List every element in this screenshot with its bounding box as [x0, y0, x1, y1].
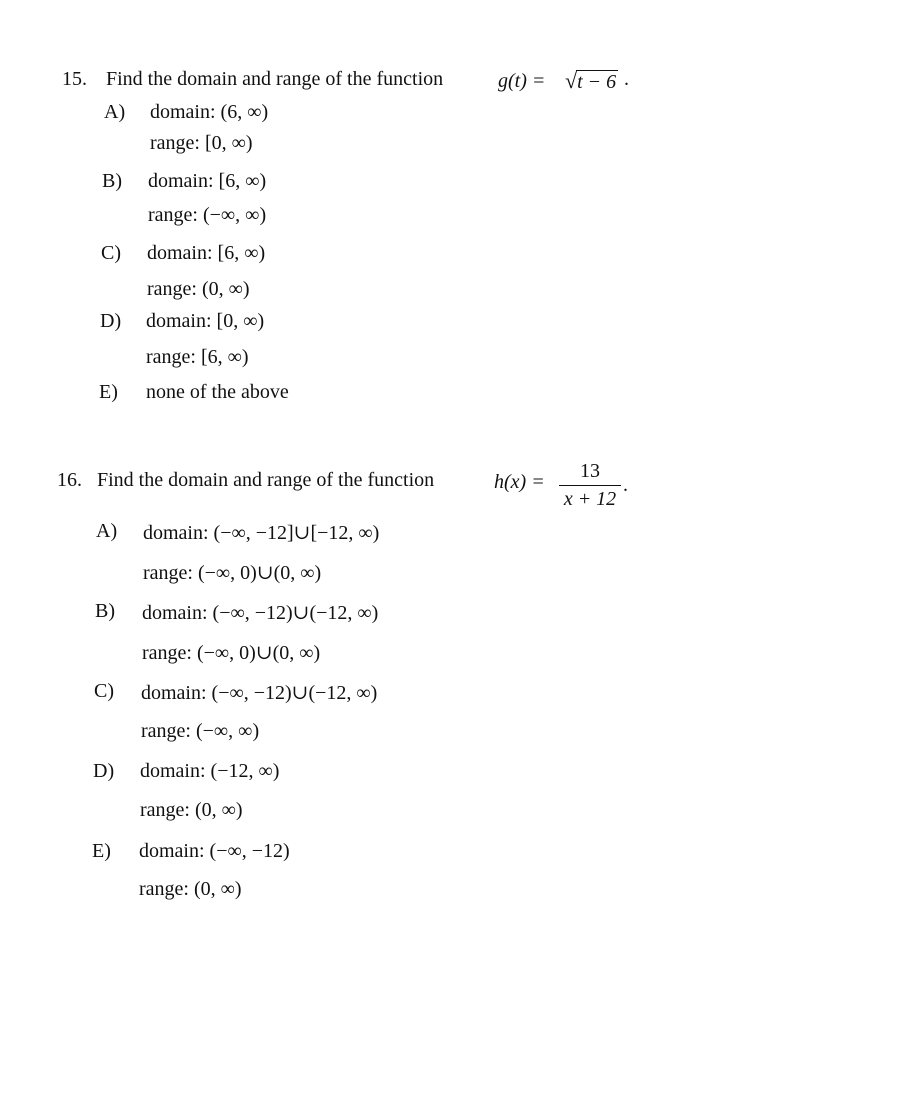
option-a[interactable]	[104, 101, 404, 161]
range-line	[140, 799, 243, 822]
option-c[interactable]	[101, 240, 401, 304]
range-value: (0, ∞)	[194, 799, 243, 821]
domain-value: (−∞, −12)∪(−12, ∞)	[211, 682, 378, 704]
range-label: range:	[142, 642, 192, 664]
range-line	[143, 560, 321, 585]
range-line	[146, 346, 249, 369]
range-line	[150, 132, 253, 155]
domain-value: (6, ∞)	[220, 101, 269, 123]
option-letter: B)	[95, 600, 115, 622]
option-e[interactable]	[99, 381, 399, 409]
domain-value: [6, ∞)	[218, 170, 267, 192]
option-b[interactable]	[102, 168, 402, 232]
range-line	[147, 278, 250, 301]
option-c[interactable]	[94, 678, 494, 746]
question-number: 16.	[57, 469, 82, 491]
option-text: none of the above	[146, 381, 289, 403]
option-letter: C)	[101, 242, 121, 264]
range-label: range:	[141, 720, 191, 742]
function-radical	[565, 68, 618, 94]
domain-label: domain:	[147, 242, 213, 264]
range-value: [0, ∞)	[204, 132, 253, 154]
range-label: range:	[146, 346, 196, 368]
domain-value: (−∞, −12)	[209, 840, 290, 862]
domain-value: (−∞, −12)∪(−12, ∞)	[212, 602, 379, 624]
option-letter: D)	[100, 310, 122, 332]
function-fraction	[559, 460, 621, 511]
range-value: (0, ∞)	[201, 278, 250, 300]
domain-label: domain:	[146, 310, 212, 332]
option-letter: A)	[104, 101, 126, 123]
question-number: 15.	[62, 68, 87, 90]
option-a[interactable]	[96, 518, 496, 586]
domain-line	[140, 760, 279, 783]
range-value: [6, ∞)	[200, 346, 249, 368]
option-letter: E)	[99, 381, 118, 403]
range-line	[148, 204, 266, 227]
option-letter: A)	[96, 520, 118, 542]
range-label: range:	[148, 204, 198, 226]
domain-line	[147, 242, 265, 265]
domain-label: domain:	[150, 101, 216, 123]
domain-label: domain:	[139, 840, 205, 862]
range-value: (0, ∞)	[193, 878, 242, 900]
function-lhs: h(x) =	[494, 471, 545, 493]
range-line	[142, 640, 320, 665]
question-prompt: Find the domain and range of the function	[97, 469, 435, 491]
fraction-denominator: x + 12	[563, 488, 617, 510]
radicand: t − 6	[577, 71, 617, 93]
range-value: (−∞, 0)∪(0, ∞)	[196, 642, 321, 664]
question-prompt: Find the domain and range of the function	[106, 68, 444, 90]
domain-value: [0, ∞)	[216, 310, 265, 332]
domain-line	[143, 520, 379, 545]
range-value: (−∞, ∞)	[195, 720, 260, 742]
fraction-numerator: 13	[580, 460, 600, 482]
function-lhs: g(t) =	[498, 70, 546, 92]
domain-label: domain:	[141, 682, 207, 704]
option-letter: B)	[102, 170, 122, 192]
question-trailing-period: .	[623, 474, 628, 496]
range-line	[139, 878, 242, 901]
domain-value: (−∞, −12]∪[−12, ∞)	[213, 522, 380, 544]
domain-label: domain:	[143, 522, 209, 544]
domain-label: domain:	[140, 760, 206, 782]
domain-label: domain:	[148, 170, 214, 192]
domain-line	[146, 310, 264, 333]
domain-line	[139, 840, 290, 863]
domain-label: domain:	[142, 602, 208, 624]
range-label: range:	[139, 878, 189, 900]
domain-line	[141, 680, 377, 705]
option-letter: C)	[94, 680, 114, 702]
option-b[interactable]	[95, 598, 495, 666]
range-label: range:	[140, 799, 190, 821]
range-label: range:	[147, 278, 197, 300]
range-label: range:	[150, 132, 200, 154]
option-letter: E)	[92, 840, 111, 862]
option-d[interactable]	[100, 310, 400, 374]
range-value: (−∞, 0)∪(0, ∞)	[197, 562, 322, 584]
option-letter: D)	[93, 760, 115, 782]
option-d[interactable]	[93, 758, 493, 826]
range-value: (−∞, ∞)	[202, 204, 267, 226]
range-label: range:	[143, 562, 193, 584]
radical-symbol: √	[565, 68, 578, 93]
domain-line	[150, 101, 268, 124]
domain-value: (−12, ∞)	[210, 760, 280, 782]
option-e[interactable]	[92, 838, 492, 906]
question-16-header	[57, 460, 657, 520]
domain-line	[148, 170, 266, 193]
range-line	[141, 720, 259, 743]
domain-value: [6, ∞)	[217, 242, 266, 264]
question-15-header	[62, 68, 662, 98]
question-trailing-period: .	[624, 68, 629, 90]
domain-line	[142, 600, 378, 625]
